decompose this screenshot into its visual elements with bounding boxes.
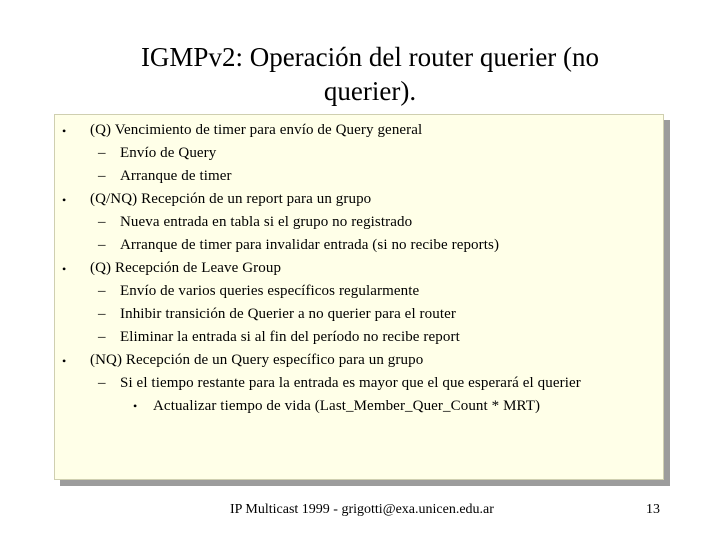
- bullet-4: •: [62, 354, 67, 368]
- dash-1: –: [98, 145, 106, 161]
- bullet-3: •: [62, 262, 67, 276]
- list-item: Envío de Query: [120, 145, 217, 161]
- list-item: (Q/NQ) Recepción de un report para un grupo: [90, 191, 372, 207]
- dash-6: –: [98, 306, 106, 322]
- list-item: Inhibir transición de Querier a no querier para el router: [120, 306, 456, 322]
- slide-title-line-2: querier).: [323, 76, 417, 106]
- dash-8: –: [98, 375, 106, 391]
- dash-2: –: [98, 168, 106, 184]
- dash-3: –: [98, 214, 106, 230]
- bullet-2: •: [62, 193, 67, 207]
- dash-4: –: [98, 237, 106, 253]
- list-item: Arranque de timer: [120, 168, 232, 184]
- list-item: (Q) Vencimiento de timer para envío de Query general: [90, 122, 423, 138]
- page-number: 13: [646, 502, 660, 517]
- list-item: Eliminar la entrada si al fin del período no recibe report: [120, 329, 460, 345]
- small-bullet: •: [133, 399, 138, 413]
- slide-title-line-1: IGMPv2: Operación del router querier (no: [140, 42, 600, 72]
- footer-text: IP Multicast 1999 - grigotti@exa.unicen.edu.ar: [230, 502, 494, 517]
- dash-7: –: [98, 329, 106, 345]
- bullet-1: •: [62, 124, 67, 138]
- list-item: Arranque de timer para invalidar entrada (si no recibe reports): [120, 237, 500, 253]
- slide-title: [70, 40, 670, 108]
- list-item: (Q) Recepción de Leave Group: [90, 260, 282, 276]
- list-item: (NQ) Recepción de un Query específico para un grupo: [90, 352, 424, 368]
- dash-5: –: [98, 283, 106, 299]
- list-item: Actualizar tiempo de vida (Last_Member_Quer_Count * MRT): [153, 398, 541, 414]
- list-item: Nueva entrada en tabla si el grupo no registrado: [120, 214, 413, 230]
- list-item: Envío de varios queries específicos regularmente: [120, 283, 420, 299]
- list-item: Si el tiempo restante para la entrada es mayor que el que esperará el querier: [120, 375, 581, 391]
